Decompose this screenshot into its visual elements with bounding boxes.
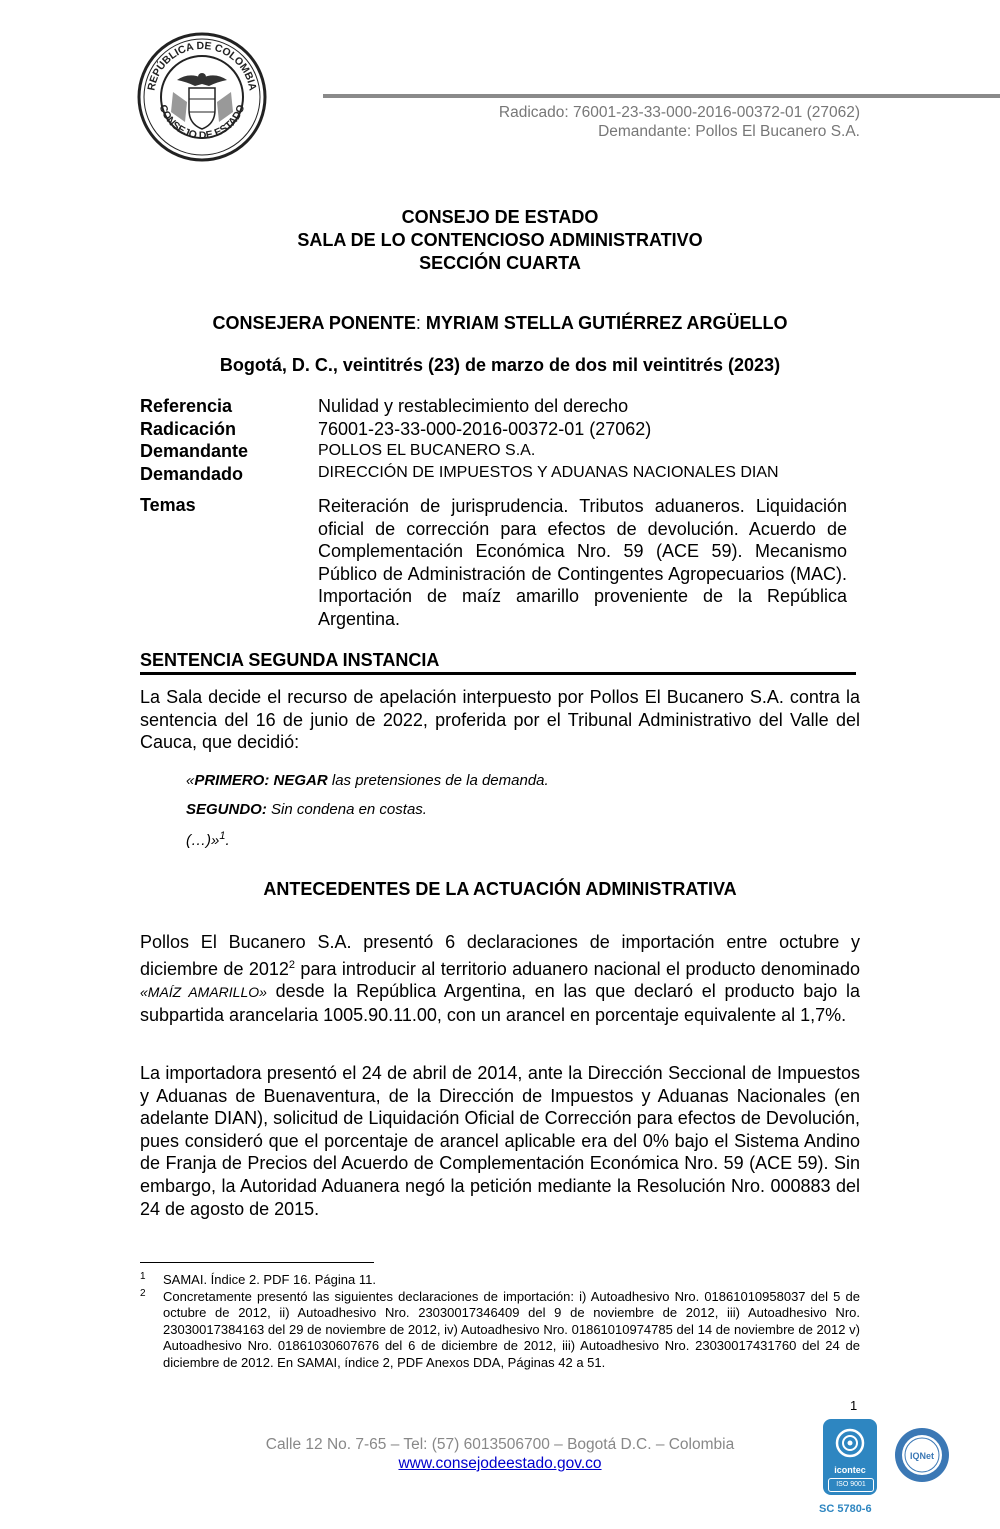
intro-paragraph: La Sala decide el recurso de apelación interpuesto por Pollos El Bucanero S.A. contra la sentencia del 16 de junio de 2022, proferida por el Tribunal Administrativo del Valle del Cauca, que decidió: xyxy=(140,687,860,753)
iso-label: ISO 9001 xyxy=(828,1478,874,1492)
quote-primero-label: PRIMERO: NEGAR xyxy=(194,772,328,789)
page-number: 1 xyxy=(850,1398,858,1413)
decision-date: Bogotá, D. C., veintitrés (23) de marzo de dos mil veintitrés (2023) xyxy=(219,355,781,375)
running-head-radicado: Radicado: 76001-23-33-000-2016-00372-01 (27062) xyxy=(498,104,860,121)
iqnet-certification-badge xyxy=(893,1426,951,1484)
footnote-1-number: 1 xyxy=(140,1271,146,1282)
paragraph-2: La importadora presentó el 24 de abril de 2014, ante la Dirección Seccional de Impuestos y Aduanas de Buenaventura, de la Dirección de Impuestos y Aduanas Nacionales (en adelante DIAN), solicitud de Liquidación Oficial de Corrección para efectos de Devolución, pues consideró que el porcentaje de arancel aplicable era del 0% bajo el Sistema Andino de Franja de Precios del Acuerdo de Complementación Económica Nro. 59 (ACE 59). Sin embargo, la Autoridad Aduanera negó la petición mediante la Resolución Nro. 000883 del 24 de agosto de 2015. xyxy=(140,1063,860,1219)
referencia-label: Referencia xyxy=(140,396,233,416)
ponente-name: MYRIAM STELLA GUTIÉRREZ ARGÜELLO xyxy=(425,313,788,333)
icontec-label: icontec xyxy=(834,1465,866,1475)
radicacion-label: Radicación xyxy=(140,419,237,439)
quote-primero: «PRIMERO: NEGAR las pretensiones de la demanda. xyxy=(186,772,549,789)
quote-segundo-text: Sin condena en costas. xyxy=(266,801,427,818)
footnote-2-text: Concretamente presentó las siguientes declaraciones de importación: i) Autoadhesivo Nro. 01861010958037 del 5 de octubre de 2012, ii) Autoadhesivo Nro. 23030017346409 del 9 de noviembre de 2012, iii) Autoadhesivo Nro. 23030017384163 del 29 de noviembre de 2012, iv) Autoadhesivo Nro. 01861010974785 del 14 de noviembre de 2012 v) Autoadhesivo Nro. 01861030607676 del 6 de diciembre de 2012, iii) Autoadhesivo Nro. 23030017431760 del 24 de diciembre de 2012. En SAMAI, índice 2, PDF Anexos DDA, Páginas 42 a 51. xyxy=(163,1289,860,1370)
court-chamber: SALA DE LO CONTENCIOSO ADMINISTRATIVO xyxy=(297,230,703,250)
demandante-value: POLLOS EL BUCANERO S.A. xyxy=(318,442,536,459)
consejo-de-estado-seal xyxy=(137,32,267,162)
certification-code: SC 5780-6 xyxy=(819,1503,872,1515)
footer-website-link[interactable]: www.consejodeestado.gov.co xyxy=(398,1455,602,1472)
sentencia-heading: SENTENCIA SEGUNDA INSTANCIA xyxy=(140,650,856,675)
demandado-value: DIRECCIÓN DE IMPUESTOS Y ADUANAS NACIONALES DIAN xyxy=(318,464,779,481)
iqnet-label: IQNet xyxy=(909,1451,935,1461)
seal-text-top: REPÚBLICA DE COLOMBIA xyxy=(145,39,259,92)
quote-primero-text: las pretensiones de la demanda. xyxy=(327,772,549,789)
footnote-2 xyxy=(140,1289,860,1371)
footnote-1 xyxy=(140,1272,860,1288)
product-name: «MAÍZ AMARILLO» xyxy=(140,984,267,1001)
quote-closing: (…)»$^1$. xyxy=(186,830,230,849)
icontec-logo-icon xyxy=(823,1423,877,1463)
page-footer xyxy=(140,1435,860,1473)
quote-segundo xyxy=(186,801,427,818)
quote-segundo-label: SEGUNDO: xyxy=(186,801,267,818)
radicacion-value: 76001-23-33-000-2016-00372-01 (27062) xyxy=(318,419,652,439)
running-head-demandante: Demandante: Pollos El Bucanero S.A. xyxy=(598,123,860,140)
footnote-1-text: SAMAI. Índice 2. PDF 16. Página 11. xyxy=(163,1272,376,1287)
header-rule xyxy=(323,94,1000,98)
running-head xyxy=(499,103,860,141)
demandante-label: Demandante xyxy=(140,441,249,461)
ponente-line: CONSEJERA PONENTE: MYRIAM STELLA GUTIÉRREZ ARGÜELLO xyxy=(212,313,788,333)
court-section: SECCIÓN CUARTA xyxy=(419,253,581,273)
footnote-ref-1[interactable]: 1 xyxy=(219,830,226,842)
temas-label: Temas xyxy=(140,495,196,515)
temas-value: Reiteración de jurisprudencia. Tributos aduaneros. Liquidación oficial de corrección para efectos de devolución. Acuerdo de Complementación Económica Nro. 59 (ACE 59). Mecanismo Público de Administración de Contingentes Agropecuarios (MAC). Importación de maíz amarillo proveniente de la República Argentina. xyxy=(318,496,847,629)
antecedentes-heading: ANTECEDENTES DE LA ACTUACIÓN ADMINISTRATIVA xyxy=(263,879,737,899)
footnote-separator xyxy=(140,1262,374,1263)
court-name: CONSEJO DE ESTADO xyxy=(401,207,599,227)
demandado-label: Demandado xyxy=(140,464,244,484)
seal-text-bottom: CONSEJO DE ESTADO xyxy=(156,103,248,142)
footer-address: Calle 12 No. 7-65 – Tel: (57) 6013506700 – Bogotá D.C. – Colombia xyxy=(265,1436,735,1453)
court-heading xyxy=(140,206,860,275)
paragraph-1: Pollos El Bucanero S.A. presentó 6 declaraciones de importación entre octubre y diciembre de 2012$^2$ para introducir al territorio aduanero nacional el producto denominado «MAÍZ AMARILLO» desde la República Argentina, en las que declaró el producto bajo la subpartida arancelaria 1005.90.11.00, con un arancel en porcentaje equivalente al 1,7%. xyxy=(140,932,860,1025)
referencia-value: Nulidad y restablecimiento del derecho xyxy=(318,396,629,416)
ponente-label: CONSEJERA PONENTE xyxy=(212,313,416,333)
footnote-ref-2[interactable]: 2 xyxy=(288,958,296,971)
footnote-2-number: 2 xyxy=(140,1288,146,1299)
icontec-certification-badge xyxy=(819,1419,877,1521)
